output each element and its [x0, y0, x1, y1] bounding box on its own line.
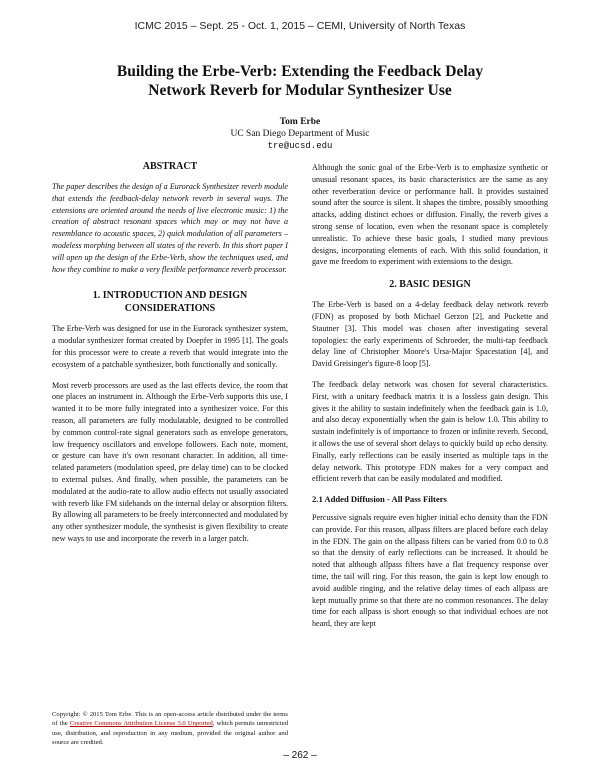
subsection-2-1-heading: 2.1 Added Diffusion - All Pass Filters: [312, 494, 447, 505]
section-2-heading: 2. BASIC DESIGN: [389, 279, 471, 291]
section-1-paragraph-2: Most reverb processors are used as the last effects device, the room that one places an instrument in. Although the Erbe-Verb supports this use, I wanted it to be more fully integrated into a synthesizer voice. For this reason, all parameters are fully modulatable, designed to be controlled by common control-rate signal generators such as envelope generators, low frequency oscillators and envelope followers. Each note, moment, or gesture can have it's own resonant character. In addition, all time-related parameters (modulation speed, pre delay time) can to be clocked to external pulses. And finally, when possible, the parameters can be modulated at the audio-rate to allow audio effects not usually associated with reverb like FM sidebands on the internal delay or absorption filters. By allowing all parameters to be freely interconnected and modulated by any other synthesizer module, the synthesist is given flexibility to create new ways to use and incorporate the reverb in a larger patch.: [52, 380, 288, 543]
paper-title: [60, 62, 540, 100]
title-line-1: Building the Erbe-Verb: Extending the Feedback Delay: [116, 63, 484, 80]
author-block: [0, 116, 600, 152]
section-2-paragraph-1: The Erbe-Verb is based on a 4-delay feedback delay network reverb (FDN) as proposed by both Michael Gerzon [2], and Puckette and Stautner [3]. This model was chosen after investigating several topologies: the early experiments of Schroeder, the multi-tap feedback delay line of Christopher Moore's Ursa-Major Spacestation [4], and David Greisinger's figure-8 loop [5].: [312, 300, 548, 369]
author-affiliation: UC San Diego Department of Music: [230, 129, 370, 139]
subsection-2-1-paragraph: Percussive signals require even higher initial echo density than the FDN can provide. For this reason, allpass filters are placed before each delay in the FDN. The gain on the allpass filters can be varied from 0.0 to 0.8 so that the density of early reflections can be increased. It should be noted that although allpass filters have a flat frequency response over time, the tail will ring. For this reason, the gain is kept low enough to avoid audible ringing, and the relative delay times of each allpass are kept mutually prime so that there are no common resonances. The delay time for each allpass is short enough so that individual echoes are not heard, they are kept: [312, 512, 548, 629]
section-1-heading: 1. INTRODUCTION AND DESIGN CONSIDERATIONS: [92, 290, 248, 315]
copyright-notice: [52, 710, 288, 748]
right-column: [312, 162, 548, 639]
author-name: Tom Erbe: [279, 117, 321, 127]
copyright-text-end: , which permits unrestricted use, distribution, and reproduction in any medium, provided the original author and source are credited.: [52, 720, 288, 747]
running-head: ICMC 2015 – Sept. 25 - Oct. 1, 2015 – CEMI, University of North Texas: [134, 20, 466, 32]
left-column: [52, 160, 288, 554]
abstract-text: The paper describes the design of a Eurorack Synthesizer reverb module that extends the feedback-delay network reverb in several ways. The extensions are oriented around the needs of live electronic music: 1) the creation of abstract resonant spaces which may or may not have a resemblance to acoustic spaces, 2) quick modulation of all parameters – modeless morphing between all states of the reverb. In this short paper I will open up the design of the Erbe-Verb, show the techniques used, and how they combine to make a very flexible performance reverb processor.: [52, 182, 288, 274]
page-number: – 262 –: [283, 750, 317, 761]
section-2-paragraph-2: The feedback delay network was chosen for several characteristics. First, with a unitary feedback matrix it is a lossless gain design. This gives it the ability to sustain indefinitely when the feedback gain is 1.0, and also decay exponentially when the gain is below 1.0. This ability to sustain indefinitely is of importance to frozen or infinite reverb. Second, it allows the use of several short delays to quickly build up echo density. Finally, early reflections can be easily inserted as multiple taps in the delay network. This prototype FDN makes for a very compact and efficient reverb that can be easily modulated and modified.: [312, 379, 548, 484]
section-1-paragraph-1: The Erbe-Verb was designed for use in the Eurorack synthesizer system, a modular synthesizer format created by Doepfer in 1995 [1]. The goals for this processor were to create a reverb that would integrate into the ecosystem of a patchable synthesizer, both functionally and sonically.: [52, 324, 288, 369]
author-email[interactable]: tre@ucsd.edu: [267, 141, 333, 151]
license-link[interactable]: Creative Commons Attribution License 3.0 Unported: [69, 720, 213, 728]
title-line-2: Network Reverb for Modular Synthesizer Use: [148, 82, 452, 99]
abstract-heading: ABSTRACT: [142, 161, 198, 172]
copyright-text-start: Copyright: © 2015 Tom Erbe. This is an open-access article distributed under the terms of the: [52, 711, 288, 728]
intro-continuation-paragraph: Although the sonic goal of the Erbe-Verb is to emphasize synthetic or unusual resonant spaces, its basic characteristics are the same as any other reverberation device or performance hall. It provides sustained sound after the source is silent. It shapes the timbre, possibly smoothing attacks, adding distinct echoes or diffusion. Finally, the reverb gives a strong sense of location, even when the resonant space is completely unrealistic. To achieve these basic goals, I studied many previous designs, incorporating elements of each. With this solid foundation, it gave me freedom to experiment with extensions to the design.: [312, 163, 548, 267]
